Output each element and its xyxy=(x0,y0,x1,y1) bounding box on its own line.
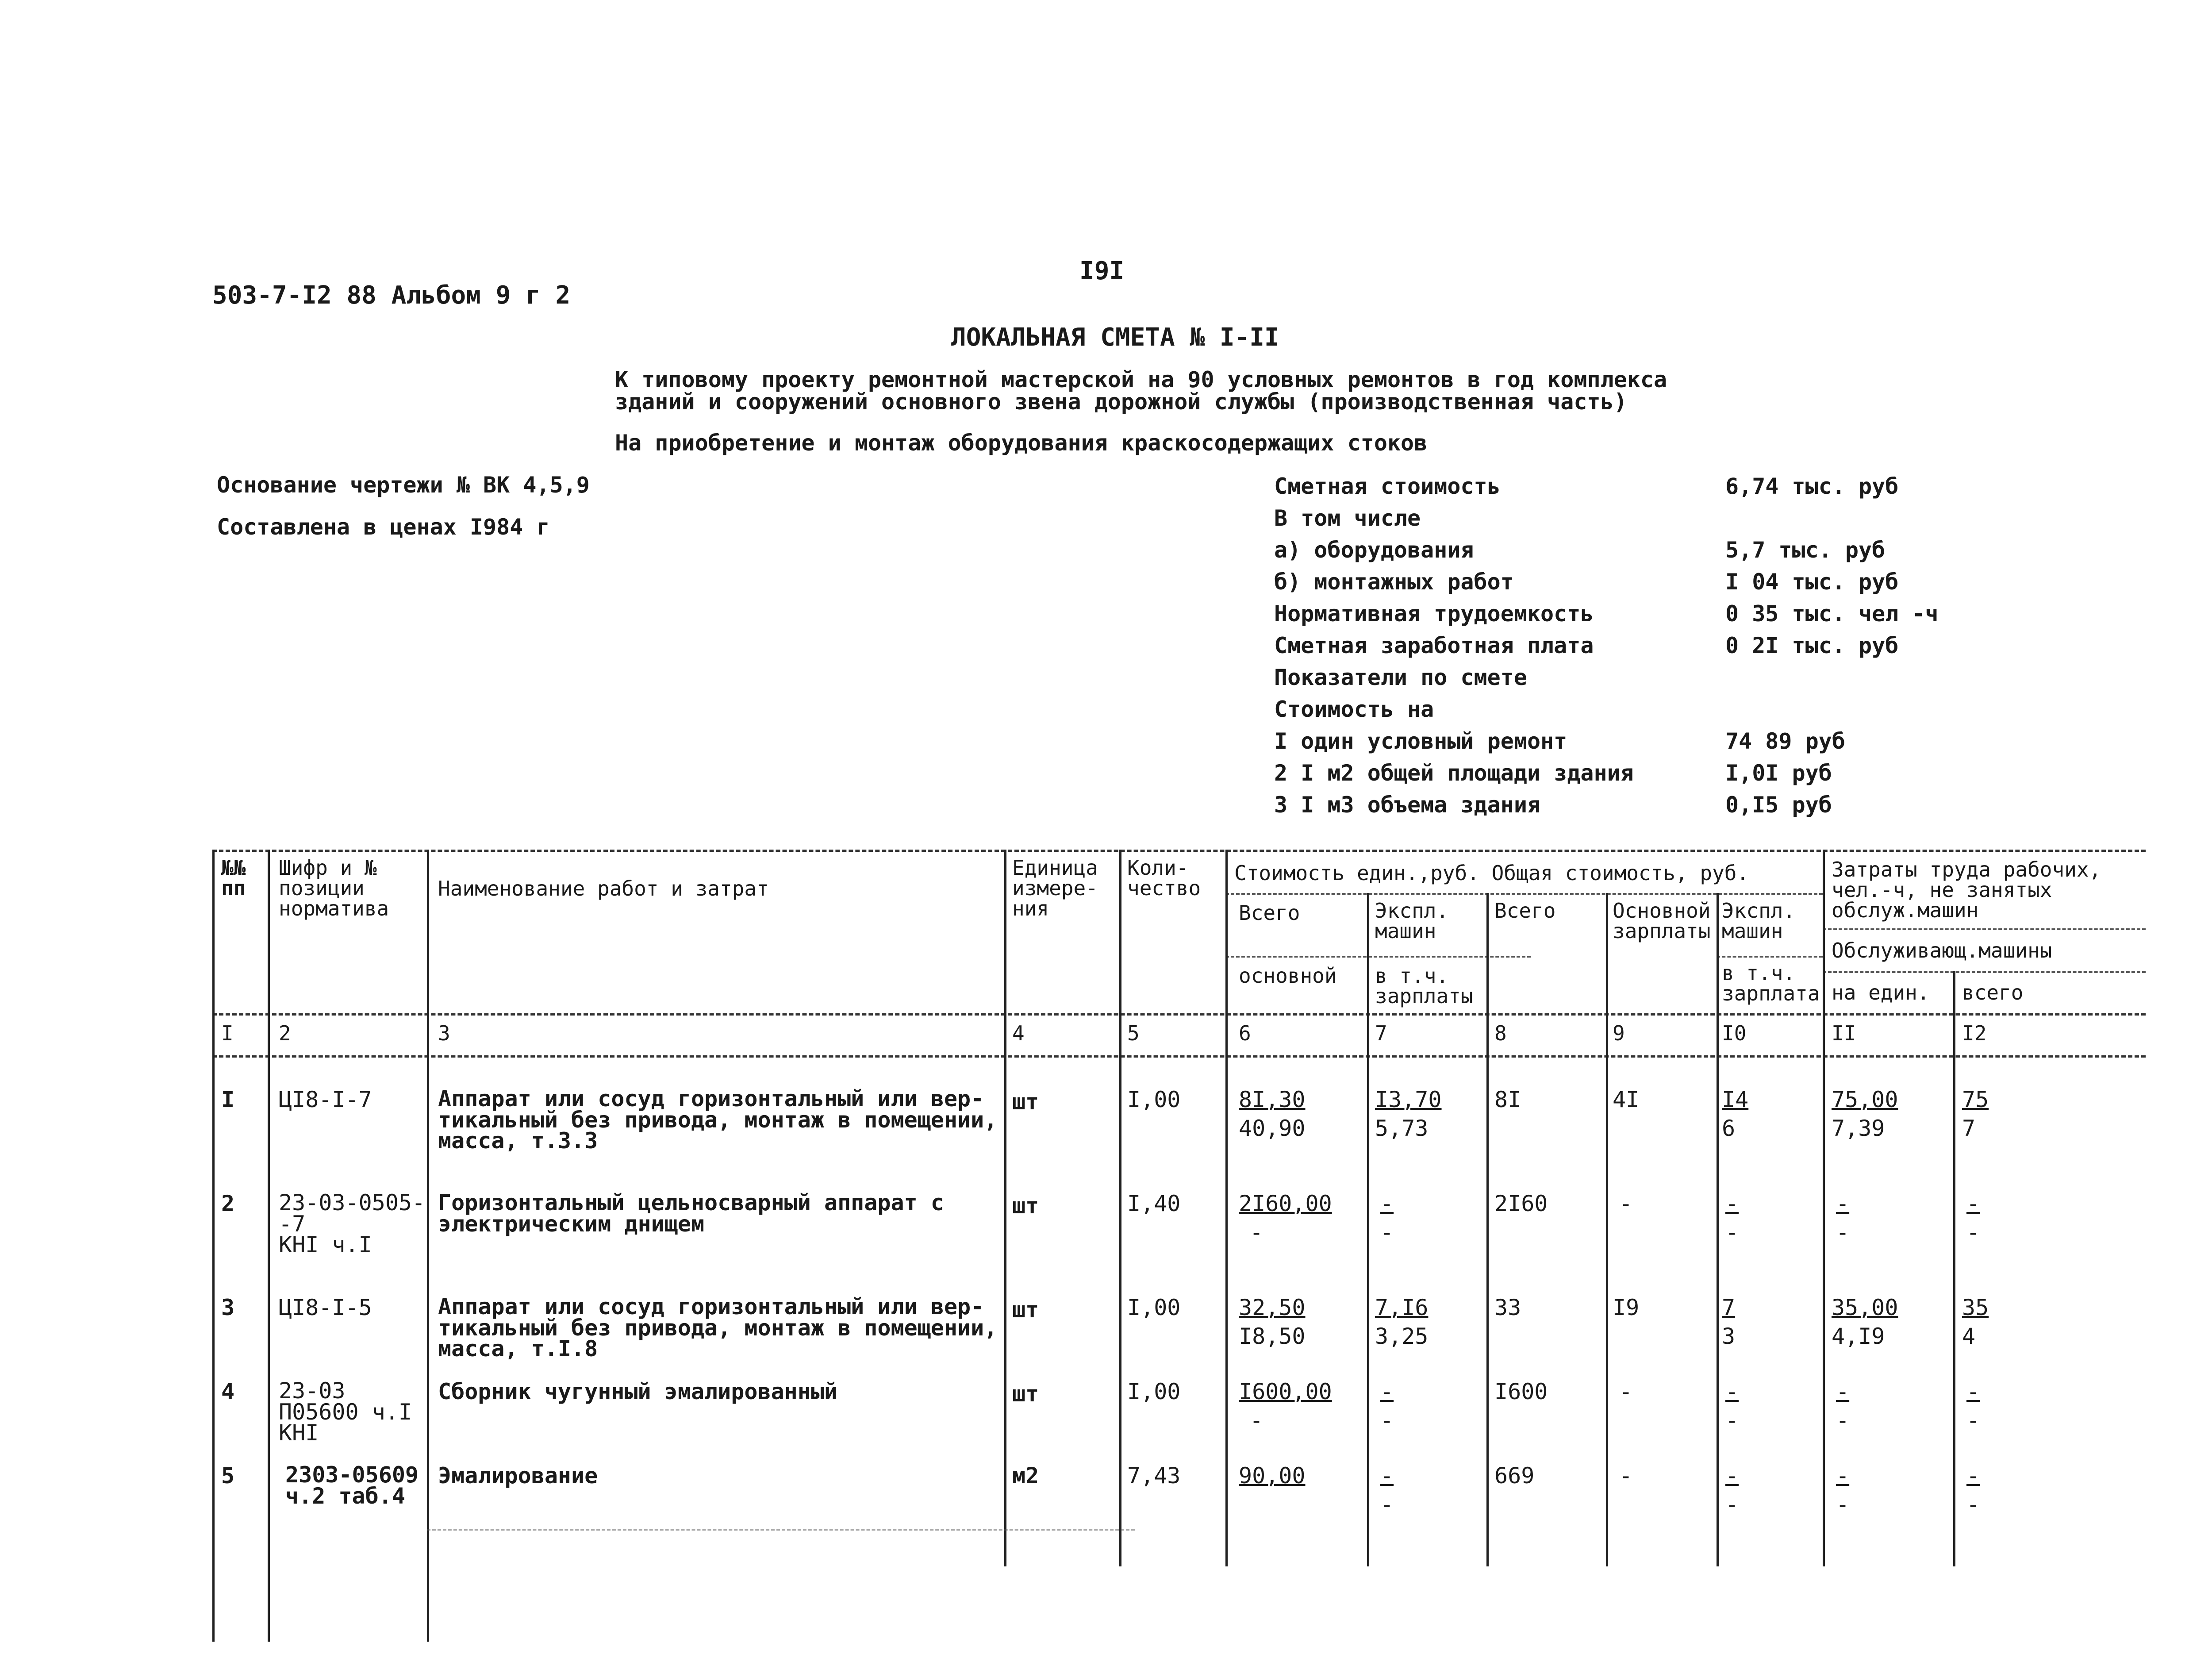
header-text: в т.ч. xyxy=(1375,964,1449,988)
machines-total-top: - xyxy=(1725,1463,1739,1489)
basic-wages: 4I xyxy=(1613,1087,1640,1112)
summary-value: 74 89 руб xyxy=(1725,728,1845,754)
header-all: всего xyxy=(1962,981,2024,1004)
header-name: Наименование работ и затрат xyxy=(438,877,769,900)
header-labor-group xyxy=(1832,859,2101,920)
column-number: 4 xyxy=(1012,1021,1025,1045)
header-text: №№ xyxy=(221,856,246,880)
basis-line: Основание чертежи № ВК 4,5,9 xyxy=(217,472,590,498)
row-qty: I,00 xyxy=(1127,1087,1181,1112)
summary-label: 3 I м3 объема здания xyxy=(1274,792,1541,818)
header-machines-2 xyxy=(1722,900,1795,941)
name-line: Аппарат или сосуд горизонтальный или вер- xyxy=(438,1086,984,1112)
header-text: позиции xyxy=(279,876,365,900)
header-machines xyxy=(1375,900,1448,941)
purpose-line: На приобретение и монтаж оборудования краскосодержащих стоков xyxy=(615,430,1428,456)
row-name xyxy=(438,1086,998,1154)
labor-total-top: - xyxy=(1966,1379,1980,1404)
header-num xyxy=(221,858,246,898)
header-text: Экспл. xyxy=(1375,899,1449,923)
row-qty: I,00 xyxy=(1127,1295,1181,1320)
header-total: Всего xyxy=(1239,901,1300,925)
header-basic: основной xyxy=(1239,964,1337,988)
labor-unit-top: - xyxy=(1836,1191,1850,1216)
machines-total-bottom: 6 xyxy=(1722,1116,1736,1141)
summary-row xyxy=(1274,760,1938,791)
labor-unit-top: - xyxy=(1836,1463,1850,1489)
row-number: I xyxy=(221,1087,235,1112)
header-text: Основной xyxy=(1613,899,1711,923)
summary-label: Сметная стоимость xyxy=(1274,473,1501,499)
row-unit: шт xyxy=(1012,1089,1039,1115)
column-number: 5 xyxy=(1127,1021,1140,1045)
column-divider xyxy=(1119,850,1121,1566)
row-qty: 7,43 xyxy=(1127,1463,1181,1489)
labor-subheader-rule-2 xyxy=(1823,971,2146,973)
header-text: машин xyxy=(1722,919,1783,943)
header-text: обслуж.машин xyxy=(1832,898,1979,922)
code-line: 23-03 xyxy=(279,1378,346,1404)
summary-row xyxy=(1274,601,1938,632)
column-number: 2 xyxy=(279,1021,291,1045)
header-bottom-rule xyxy=(212,1013,2146,1016)
header-text: Коли- xyxy=(1127,856,1189,880)
labor-total-top: - xyxy=(1966,1191,1980,1216)
column-numbers-rule xyxy=(212,1055,2146,1058)
row-code xyxy=(279,1297,372,1319)
header-text: Шифр и № xyxy=(279,856,377,880)
column-number: I xyxy=(221,1021,234,1045)
column-number: I0 xyxy=(1722,1021,1747,1045)
header-qty xyxy=(1127,858,1201,898)
labor-total-bottom: - xyxy=(1966,1220,1980,1245)
subtitle-line-1: К типовому проекту ремонтной мастерской на 90 условных ремонтов в год комплекса xyxy=(615,367,1667,392)
cost-total-bottom: - xyxy=(1250,1220,1263,1245)
header-text: Затраты труда рабочих, xyxy=(1832,858,2101,881)
machines-top: 7,I6 xyxy=(1375,1295,1429,1320)
header-code xyxy=(279,858,389,919)
total-cost: 2I60 xyxy=(1494,1191,1548,1216)
summary-row xyxy=(1274,728,1938,759)
header-basic-wages xyxy=(1613,900,1711,941)
header-incl-wages xyxy=(1375,966,1473,1006)
code-line: ч.2 таб.4 xyxy=(285,1483,405,1509)
header-text: пп xyxy=(221,876,246,900)
column-divider xyxy=(1823,850,1825,1566)
cost-total-bottom: - xyxy=(1250,1408,1263,1433)
subtitle-line-2: зданий и сооружений основного звена дорожной службы (производственная часть) xyxy=(615,389,1627,415)
labor-total-bottom: 7 xyxy=(1962,1116,1976,1141)
basic-wages: - xyxy=(1619,1379,1633,1404)
machines-bottom: - xyxy=(1380,1220,1394,1245)
column-divider xyxy=(1486,893,1489,1566)
summary-label: Сметная заработная плата xyxy=(1274,633,1594,658)
labor-unit-top: - xyxy=(1836,1379,1850,1404)
name-line: Эмалирование xyxy=(438,1463,598,1489)
summary-value: I 04 тыс. руб xyxy=(1725,569,1899,595)
summary-value: 6,74 тыс. руб xyxy=(1725,473,1899,499)
name-line: тикальный без привода, монтаж в помещении, xyxy=(438,1315,998,1341)
header-text: зарплаты xyxy=(1375,984,1473,1008)
header-labor-sub: Обслуживающ.машины xyxy=(1832,939,2052,962)
header-text: чел.-ч, не занятых xyxy=(1832,878,2052,902)
summary-label: б) монтажных работ xyxy=(1274,569,1514,595)
page-number: I9I xyxy=(1079,257,1125,285)
summary-row xyxy=(1274,505,1938,536)
column-number: 6 xyxy=(1239,1021,1251,1045)
name-line: масса, т.3.3 xyxy=(438,1128,598,1154)
name-line: масса, т.I.8 xyxy=(438,1336,598,1362)
basic-wages: - xyxy=(1619,1191,1633,1216)
summary-label: Стоимость на xyxy=(1274,696,1434,722)
row-name xyxy=(438,1381,837,1403)
header-text: ния xyxy=(1012,896,1049,920)
machines-total-top: - xyxy=(1725,1191,1739,1216)
code-line: ЦI8-I-5 xyxy=(279,1295,372,1320)
cost-subheader-rule-3 xyxy=(1717,956,1823,958)
row-name xyxy=(438,1294,998,1362)
column-divider xyxy=(1004,850,1006,1566)
column-divider xyxy=(1225,850,1228,1566)
labor-total-top: 35 xyxy=(1962,1295,1989,1320)
table-tail-rule xyxy=(427,1529,1135,1531)
summary-row xyxy=(1274,665,1938,696)
column-number: 3 xyxy=(438,1021,450,1045)
header-text: машин xyxy=(1375,919,1436,943)
cost-total-top: 32,50 xyxy=(1239,1295,1306,1320)
name-line: тикальный без привода, монтаж в помещении, xyxy=(438,1107,998,1133)
machines-top: - xyxy=(1380,1379,1394,1404)
cost-total-bottom: I8,50 xyxy=(1239,1323,1306,1349)
labor-unit-bottom: 4,I9 xyxy=(1832,1323,1885,1349)
table-top-rule xyxy=(212,850,2146,852)
summary-value: I,0I руб xyxy=(1725,760,1832,786)
total-cost: 8I xyxy=(1494,1087,1521,1112)
row-number: 2 xyxy=(221,1191,235,1216)
total-cost: 33 xyxy=(1494,1295,1521,1320)
name-line: Горизонтальный цельносварный аппарат с xyxy=(438,1190,944,1216)
row-number: 4 xyxy=(221,1379,235,1404)
basic-wages: I9 xyxy=(1613,1295,1640,1320)
summary-row xyxy=(1274,633,1938,664)
machines-total-bottom: 3 xyxy=(1722,1323,1736,1349)
labor-unit-top: 75,00 xyxy=(1832,1087,1898,1112)
name-line: Сборник чугунный эмалированный xyxy=(438,1379,838,1404)
cost-total-top: 90,00 xyxy=(1239,1463,1306,1489)
row-number: 5 xyxy=(221,1463,235,1489)
estimate-table xyxy=(212,850,2146,1642)
labor-unit-bottom: - xyxy=(1836,1220,1850,1245)
row-unit: м2 xyxy=(1012,1463,1039,1489)
summary-label: а) оборудования xyxy=(1274,537,1474,563)
summary-row xyxy=(1274,569,1938,600)
labor-total-top: - xyxy=(1966,1463,1980,1489)
column-divider xyxy=(1367,893,1369,1566)
machines-total-top: I4 xyxy=(1722,1087,1749,1112)
machines-bottom: 5,73 xyxy=(1375,1116,1429,1141)
header-text: чество xyxy=(1127,876,1201,900)
labor-unit-bottom: - xyxy=(1836,1492,1850,1517)
summary-row xyxy=(1274,537,1938,568)
header-incl-wages-2 xyxy=(1722,963,1820,1004)
header-text: зарплаты xyxy=(1613,919,1711,943)
row-code xyxy=(279,1190,426,1258)
column-number: II xyxy=(1832,1021,1856,1045)
column-number: I2 xyxy=(1962,1021,1987,1045)
cost-subheader-rule xyxy=(1225,893,1823,895)
code-line: КНI xyxy=(279,1420,319,1446)
labor-total-bottom: - xyxy=(1966,1408,1980,1433)
album-reference: 503-7-I2 88 Альбом 9 г 2 xyxy=(212,281,571,310)
column-number: 8 xyxy=(1494,1021,1507,1045)
summary-row xyxy=(1274,792,1938,823)
machines-total-top: - xyxy=(1725,1379,1739,1404)
labor-total-bottom: 4 xyxy=(1962,1323,1976,1349)
row-code xyxy=(279,1089,372,1111)
document-title: ЛОКАЛЬНАЯ СМЕТА № I-II xyxy=(951,323,1279,352)
row-name xyxy=(438,1465,598,1487)
header-cost-group: Стоимость един.,руб. Общая стоимость, руб. xyxy=(1234,861,1749,885)
summary-label: 2 I м2 общей площади здания xyxy=(1274,760,1634,786)
row-unit: шт xyxy=(1012,1381,1039,1407)
row-qty: I,00 xyxy=(1127,1379,1181,1404)
column-number: 9 xyxy=(1613,1021,1625,1045)
name-line: Аппарат или сосуд горизонтальный или вер- xyxy=(438,1294,984,1320)
header-text: Экспл. xyxy=(1722,899,1796,923)
summary-label: Нормативная трудоемкость xyxy=(1274,601,1594,627)
summary-label: I один условный ремонт xyxy=(1274,728,1567,754)
machines-total-bottom: - xyxy=(1725,1220,1739,1245)
header-text: Единица xyxy=(1012,856,1098,880)
column-divider xyxy=(1606,893,1608,1566)
header-text: в т.ч. xyxy=(1722,961,1796,985)
row-name xyxy=(438,1190,944,1237)
labor-subheader-rule xyxy=(1823,928,2146,930)
header-per-unit: на един. xyxy=(1832,981,1930,1004)
summary-value: 0 35 тыс. чел -ч xyxy=(1725,601,1939,627)
header-text: зарплата xyxy=(1722,981,1820,1005)
summary-value: 5,7 тыс. руб xyxy=(1725,537,1886,563)
row-unit: шт xyxy=(1012,1193,1039,1219)
total-cost: I600 xyxy=(1494,1379,1548,1404)
column-divider xyxy=(1953,971,1955,1566)
cost-total-top: I600,00 xyxy=(1239,1379,1332,1404)
code-line: 2303-05609 xyxy=(285,1462,419,1488)
total-cost: 669 xyxy=(1494,1463,1535,1489)
machines-total-bottom: - xyxy=(1725,1492,1739,1517)
summary-row xyxy=(1274,473,1938,504)
header-total-2: Всего xyxy=(1494,899,1556,923)
labor-total-top: 75 xyxy=(1962,1087,1989,1112)
labor-unit-bottom: 7,39 xyxy=(1832,1116,1885,1141)
labor-unit-top: 35,00 xyxy=(1832,1295,1898,1320)
column-divider xyxy=(268,850,270,1642)
machines-top: - xyxy=(1380,1463,1394,1489)
row-qty: I,40 xyxy=(1127,1191,1181,1216)
row-code xyxy=(279,1378,412,1446)
labor-total-bottom: - xyxy=(1966,1492,1980,1517)
cost-total-top: 2I60,00 xyxy=(1239,1191,1332,1216)
machines-bottom: - xyxy=(1380,1492,1394,1517)
column-number: 7 xyxy=(1375,1021,1387,1045)
column-divider xyxy=(427,850,429,1642)
cost-total-top: 8I,30 xyxy=(1239,1087,1306,1112)
row-unit: шт xyxy=(1012,1297,1039,1323)
code-line: -7 xyxy=(279,1211,306,1237)
summary-value: 0 2I тыс. руб xyxy=(1725,633,1899,658)
row-code xyxy=(285,1462,419,1509)
cost-total-bottom: 40,90 xyxy=(1239,1116,1306,1141)
code-line: ЦI8-I-7 xyxy=(279,1087,372,1112)
code-line: КНI ч.I xyxy=(279,1232,372,1258)
prices-line: Составлена в ценах I984 г xyxy=(217,514,550,540)
header-text: измере- xyxy=(1012,876,1098,900)
machines-top: - xyxy=(1380,1191,1394,1216)
header-text: норматива xyxy=(279,896,389,920)
cost-subheader-rule-2 xyxy=(1225,956,1531,958)
column-divider xyxy=(212,850,215,1642)
column-divider xyxy=(1717,893,1719,1566)
labor-unit-bottom: - xyxy=(1836,1408,1850,1433)
code-line: П05600 ч.I xyxy=(279,1399,412,1425)
header-unit xyxy=(1012,858,1098,919)
machines-bottom: - xyxy=(1380,1408,1394,1433)
code-line: 23-03-0505- xyxy=(279,1190,426,1216)
machines-total-top: 7 xyxy=(1722,1295,1736,1320)
summary-label: Показатели по смете xyxy=(1274,665,1527,690)
summary-row xyxy=(1274,696,1938,727)
machines-total-bottom: - xyxy=(1725,1408,1739,1433)
machines-bottom: 3,25 xyxy=(1375,1323,1429,1349)
summary-label: В том числе xyxy=(1274,505,1421,531)
machines-top: I3,70 xyxy=(1375,1087,1442,1112)
basic-wages: - xyxy=(1619,1463,1633,1489)
row-number: 3 xyxy=(221,1295,235,1320)
summary-value: 0,I5 руб xyxy=(1725,792,1832,818)
name-line: электрическим днищем xyxy=(438,1211,705,1237)
